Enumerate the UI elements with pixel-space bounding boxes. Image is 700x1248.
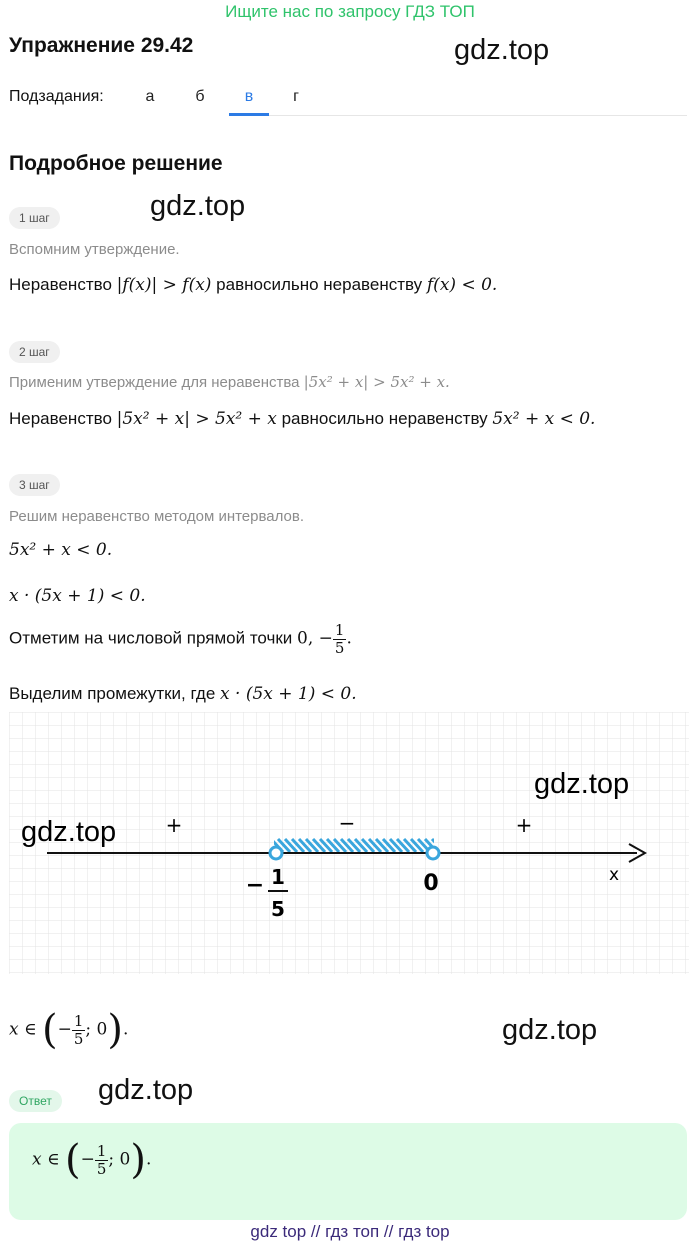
- tab-a[interactable]: а: [145, 88, 155, 105]
- step-2-badge: 2 шаг: [9, 341, 60, 363]
- result-minus: −: [57, 1019, 72, 1040]
- watermark: gdz.top: [534, 768, 630, 800]
- fraction-numerator: 1: [73, 1012, 84, 1030]
- step-1-math-a: |f(x)| > f(x): [116, 275, 212, 295]
- answer-line: x ∈ (− $\frac{1}{5}$ ; 0).: [32, 1137, 152, 1183]
- subtasks-label: Подзадания:: [9, 88, 104, 105]
- sign-middle: −: [338, 811, 356, 835]
- step-2-hint-math: |5x² + x| > 5x² + x.: [303, 373, 450, 391]
- step-3-select-intervals: [9, 684, 357, 704]
- step-3-hint: Решим неравенство методом интервалов.: [9, 508, 305, 525]
- result-prefix: x ∈: [9, 1019, 42, 1040]
- result-suffix: ; 0: [85, 1019, 108, 1040]
- page-title: Упражнение 29.42: [9, 34, 194, 57]
- fraction: [95, 1143, 109, 1177]
- active-tab-indicator: [229, 113, 269, 116]
- sign-right: +: [515, 813, 533, 837]
- watermark: gdz.top: [150, 190, 246, 222]
- answer-prefix: x ∈: [32, 1149, 65, 1170]
- step-1-text-a: Неравенство: [9, 275, 117, 294]
- step-1-text-b: равносильно неравенству: [211, 275, 427, 294]
- sign-left: +: [165, 813, 183, 837]
- point-minus-one-fifth: [270, 847, 282, 859]
- fraction-denominator: 5: [73, 1029, 84, 1048]
- watermark: gdz.top: [454, 34, 550, 66]
- step-3-mark-math: 0, −: [297, 628, 333, 649]
- point-left-denominator: 5: [271, 897, 285, 921]
- step-3-select-math: x · (5x + 1) < 0.: [220, 684, 357, 704]
- watermark: gdz.top: [21, 816, 117, 848]
- axis-label: x: [608, 865, 620, 885]
- step-2-statement: [9, 409, 595, 429]
- step-1-badge: 1 шаг: [9, 207, 60, 229]
- step-3-mark-text: Отметим на числовой прямой точки: [9, 628, 298, 648]
- fraction-numerator: 1: [96, 1142, 107, 1160]
- step-2-text-b: равносильно неравенству: [276, 409, 493, 428]
- tab-g[interactable]: г: [293, 88, 299, 105]
- answer-minus: −: [80, 1149, 95, 1170]
- point-left-numerator: 1: [271, 865, 285, 889]
- step-3-eq-2: x · (5x + 1) < 0.: [9, 586, 146, 606]
- fraction-denominator: 5: [334, 638, 345, 657]
- answer-end: .: [145, 1149, 152, 1170]
- step-3-badge: 3 шаг: [9, 474, 60, 496]
- point-left-minus: −: [245, 873, 265, 898]
- fraction: [333, 622, 347, 656]
- point-right-label: 0: [423, 871, 439, 896]
- step-3-mark-points: Отметим на числовой прямой точки 0, − $\frac{1}{5}$ .: [9, 621, 352, 657]
- result-end: .: [122, 1019, 129, 1040]
- fraction-denominator: 5: [96, 1159, 107, 1178]
- step-1-statement: [9, 275, 497, 295]
- answer-badge: Ответ: [9, 1090, 62, 1112]
- tab-v[interactable]: в: [244, 88, 254, 105]
- result-line: x ∈ (− $\frac{1}{5}$ ; 0).: [9, 1007, 129, 1053]
- watermark: gdz.top: [98, 1074, 194, 1106]
- step-1-hint: Вспомним утверждение.: [9, 241, 180, 258]
- promo-banner[interactable]: Ищите нас по запросу ГДЗ ТОП: [225, 2, 475, 21]
- tabs-divider: [229, 115, 687, 116]
- answer-suffix: ; 0: [108, 1149, 131, 1170]
- number-line-figure: [9, 712, 689, 974]
- step-2-hint-text: Применим утверждение для неравенства: [9, 374, 304, 391]
- tab-b[interactable]: б: [195, 88, 205, 105]
- step-2-hint: [9, 373, 450, 391]
- fraction: [72, 1013, 86, 1047]
- point-zero: [427, 847, 439, 859]
- step-3-eq-1: 5x² + x < 0.: [9, 540, 113, 560]
- step-3-select-text: Выделим промежутки, где: [9, 684, 221, 703]
- step-2-math-a: |5x² + x| > 5x² + x: [116, 409, 277, 429]
- footer-links[interactable]: gdz top // гдз топ // гдз top: [250, 1222, 450, 1241]
- fraction-numerator: 1: [334, 621, 345, 639]
- section-title: Подробное решение: [9, 152, 223, 175]
- watermark: gdz.top: [502, 1014, 598, 1046]
- step-1-math-b: f(x) < 0.: [426, 275, 498, 295]
- step-2-text-a: Неравенство: [9, 409, 117, 428]
- step-2-math-b: 5x² + x < 0.: [492, 409, 596, 429]
